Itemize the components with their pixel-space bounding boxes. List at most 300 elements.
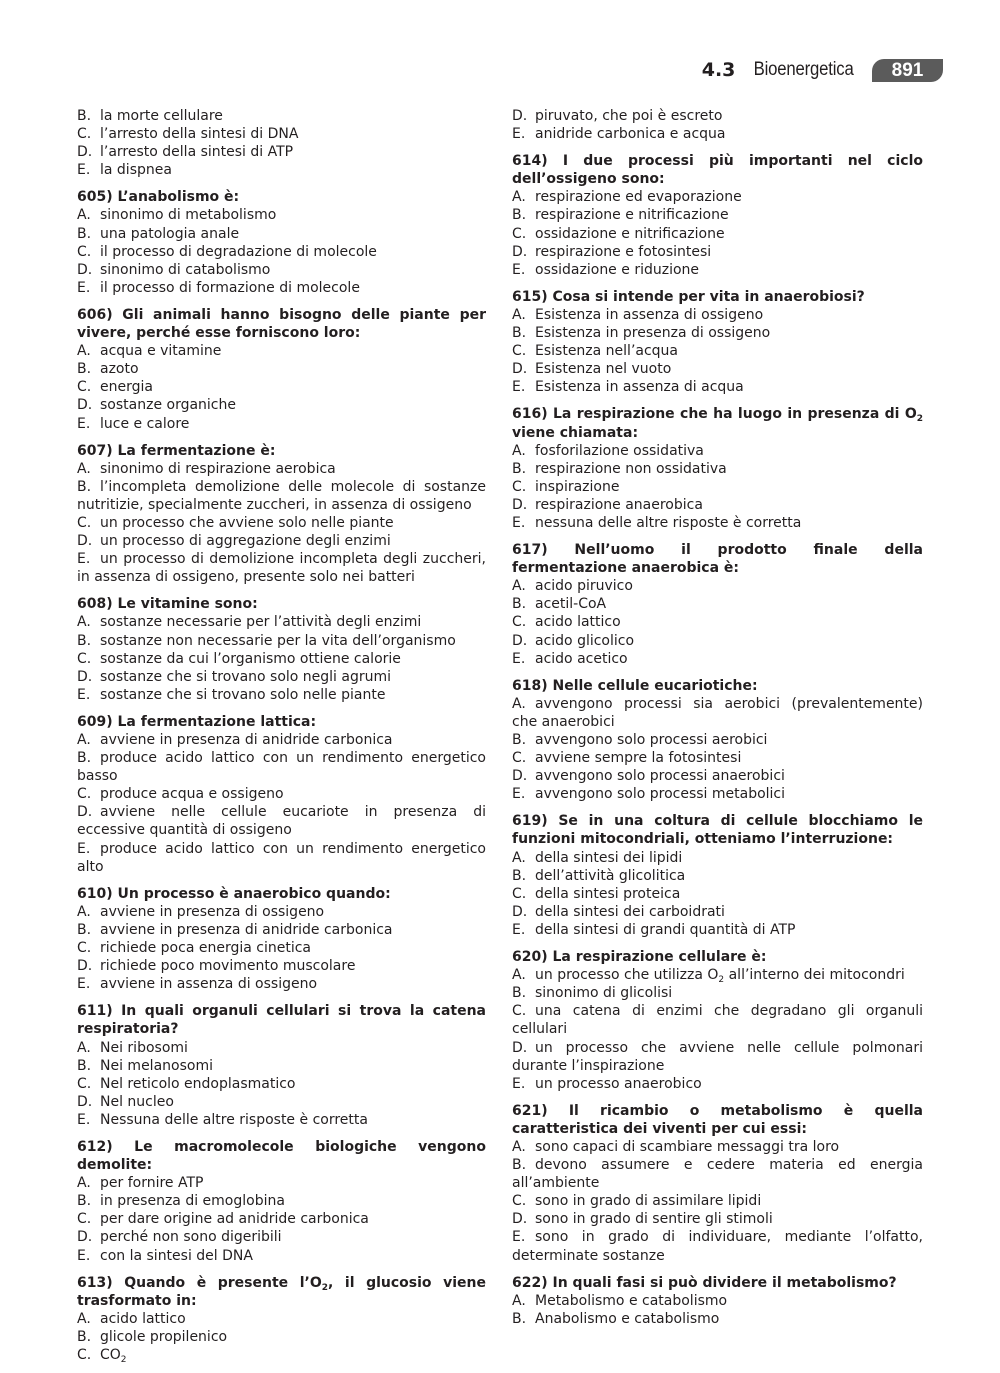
option-text: respirazione e nitrificazione: [535, 207, 729, 224]
option-letter: C.: [512, 1193, 527, 1210]
option-letter: C.: [512, 343, 527, 360]
option-letter: B.: [512, 460, 527, 477]
subscript: 2: [321, 1282, 329, 1293]
option-letter: A.: [512, 442, 526, 459]
option-letter: D.: [77, 668, 93, 685]
option-letter: A.: [512, 578, 526, 595]
option-letter: E.: [77, 840, 91, 857]
answer-option: [77, 225, 486, 243]
option-letter: B.: [77, 225, 92, 242]
option-text: respirazione e fotosintesi: [535, 243, 712, 260]
option-text: energia: [100, 379, 153, 396]
question-text: 613) Quando è presente l’O: [77, 1274, 322, 1291]
option-text: Esistenza in assenza di acqua: [535, 379, 744, 396]
option-text: acetil-CoA: [535, 596, 607, 613]
answer-option: [77, 1228, 486, 1246]
option-text: sono in grado di individuare, mediante l’olfatto, determinate sostanze: [512, 1229, 923, 1264]
question-block: [77, 306, 486, 433]
option-text: sostanze da cui l’organismo ottiene calorie: [100, 650, 401, 667]
option-text: Metabolismo e catabolismo: [535, 1292, 728, 1309]
answer-option: [512, 1075, 923, 1093]
answer-option: [77, 378, 486, 396]
option-letter: C.: [512, 750, 527, 767]
answer-option: [77, 1057, 486, 1075]
option-text: sostanze non necessarie per la vita dell’organismo: [100, 632, 456, 649]
option-text: sono capaci di scambiare messaggi tra loro: [535, 1138, 840, 1155]
answer-option: [77, 261, 486, 279]
option-letter: E.: [512, 126, 526, 143]
question-text: [512, 1274, 923, 1292]
question-text: 620) La respirazione cellulare è:: [512, 949, 767, 966]
question-block: [77, 442, 486, 587]
option-text: il processo di formazione di molecole: [100, 279, 360, 296]
option-text: sinonimo di glicolisi: [535, 985, 673, 1002]
option-text: piruvato, che poi è escreto: [535, 108, 723, 124]
option-letter: B.: [512, 732, 527, 748]
answer-option: [77, 939, 486, 957]
answer-option: [77, 613, 486, 631]
option-text: respirazione non ossidativa: [535, 460, 727, 477]
option-text: Anabolismo e catabolismo: [535, 1310, 720, 1327]
option-text: Esistenza nell’acqua: [535, 343, 679, 360]
option-text: Nei ribosomi: [100, 1039, 188, 1056]
option-text: in presenza di emoglobina: [100, 1193, 285, 1210]
option-letter: D.: [512, 1039, 528, 1056]
option-letter: E.: [77, 279, 91, 296]
option-text: un processo che avviene solo nelle piante: [100, 514, 394, 531]
option-letter: D.: [77, 397, 93, 414]
answer-option: [512, 378, 923, 396]
option-text: all’interno dei mitocondri: [724, 967, 905, 984]
answer-option: [77, 650, 486, 668]
question-text: [512, 288, 923, 306]
question-text: [512, 152, 923, 188]
question-block: [77, 595, 486, 704]
question-text: [77, 1274, 486, 1310]
option-text: acido lattico: [535, 614, 621, 631]
option-text: Nei melanosomi: [100, 1057, 213, 1074]
answer-option: [512, 613, 923, 631]
option-letter: A.: [512, 1292, 526, 1309]
question-text: [512, 405, 923, 441]
option-text: sono in grado di assimilare lipidi: [535, 1193, 762, 1210]
option-text: respirazione anaerobica: [535, 496, 703, 513]
option-text: la dispnea: [100, 162, 172, 179]
answer-option: [77, 514, 486, 532]
question-text: [512, 1102, 923, 1138]
answer-option: [512, 324, 923, 342]
option-text: con la sintesi del DNA: [100, 1247, 253, 1264]
question-text: 611) In quali organuli cellulari si trova la catena respiratoria?: [77, 1003, 486, 1038]
option-text: l’arresto della sintesi di ATP: [100, 144, 294, 161]
option-letter: E.: [512, 1229, 526, 1246]
option-text: acqua e vitamine: [100, 343, 222, 360]
option-text: per dare origine ad anidride carbonica: [100, 1211, 369, 1228]
option-text: Nel nucleo: [100, 1093, 174, 1110]
question-text: , il glucosio viene trasformato in:: [77, 1274, 487, 1309]
option-text: produce acido lattico con un rendimento energetico alto: [77, 840, 486, 875]
option-letter: D.: [512, 108, 528, 124]
option-letter: E.: [77, 551, 91, 568]
answer-option: [512, 1292, 923, 1310]
option-text: il processo di degradazione di molecole: [100, 243, 377, 260]
answer-option: [77, 1247, 486, 1265]
option-letter: A.: [512, 695, 526, 712]
answer-option: [512, 206, 923, 224]
question-text: 614) I due processi più importanti nel ciclo dell’ossigeno sono:: [512, 153, 923, 188]
option-text: un processo di aggregazione degli enzimi: [100, 533, 391, 550]
question-text: 607) La fermentazione è:: [77, 442, 276, 459]
question-text: [512, 812, 923, 848]
option-letter: C.: [77, 126, 92, 143]
option-letter: B.: [512, 207, 527, 224]
option-letter: A.: [512, 849, 526, 866]
option-letter: B.: [512, 985, 527, 1002]
option-text: glicole propilenico: [100, 1328, 228, 1345]
option-letter: D.: [512, 632, 528, 649]
option-letter: B.: [77, 921, 92, 938]
section-title: Bioenergetica: [754, 59, 854, 80]
answer-option: [512, 225, 923, 243]
answer-option: [77, 1039, 486, 1057]
option-letter: A.: [77, 903, 91, 920]
answer-option: [77, 840, 486, 876]
question-block: [77, 885, 486, 994]
option-text: devono assumere e cedere materia ed energia all’ambiente: [512, 1157, 923, 1192]
answer-option: [77, 632, 486, 650]
answer-option: [512, 966, 923, 984]
subscript: 2: [120, 1355, 127, 1365]
question-block: [77, 1138, 486, 1265]
question-block: [77, 1002, 486, 1129]
option-text: avviene in presenza di ossigeno: [100, 903, 325, 920]
answer-option: [512, 867, 923, 885]
answer-option: [512, 1192, 923, 1210]
option-text: sinonimo di respirazione aerobica: [100, 460, 336, 477]
option-letter: E.: [512, 514, 526, 531]
option-letter: B.: [512, 325, 527, 342]
option-text: perché non sono digeribili: [100, 1229, 282, 1246]
answer-option: [512, 767, 923, 785]
option-text: avviene sempre la fotosintesi: [535, 750, 742, 767]
option-text: avvengono solo processi aerobici: [535, 732, 768, 748]
answer-option: [512, 1002, 923, 1038]
option-text: la morte cellulare: [100, 108, 223, 124]
question-text: 609) La fermentazione lattica:: [77, 713, 317, 730]
option-letter: B.: [77, 361, 92, 378]
answer-option: [77, 107, 486, 125]
answer-option: [512, 342, 923, 360]
question-text: [512, 541, 923, 577]
answer-option: [512, 478, 923, 496]
answer-option: [77, 686, 486, 704]
option-letter: C.: [512, 478, 527, 495]
option-letter: D.: [77, 144, 93, 161]
option-text: Esistenza in assenza di ossigeno: [535, 306, 764, 323]
option-letter: C.: [77, 786, 92, 803]
answer-option: [512, 442, 923, 460]
subscript: 2: [916, 414, 923, 425]
option-letter: E.: [77, 415, 91, 432]
option-text: un processo anaerobico: [535, 1075, 702, 1092]
option-text: sono in grado di sentire gli stimoli: [535, 1211, 773, 1228]
answer-option: [77, 1310, 486, 1328]
option-text: respirazione ed evaporazione: [535, 189, 742, 206]
option-text: richiede poco movimento muscolare: [100, 958, 356, 975]
section-number: 4.3: [701, 59, 736, 81]
option-letter: E.: [512, 1075, 526, 1092]
option-letter: A.: [77, 1175, 91, 1192]
answer-option: [77, 1328, 486, 1346]
answer-option: [77, 279, 486, 297]
option-text: inspirazione: [535, 478, 620, 495]
option-text: sinonimo di metabolismo: [100, 207, 277, 224]
option-text: Nel reticolo endoplasmatico: [100, 1075, 296, 1092]
option-letter: C.: [77, 650, 92, 667]
question-block: [77, 188, 486, 297]
option-text: sostanze che si trovano solo nelle piante: [100, 686, 386, 703]
option-letter: B.: [77, 1193, 92, 1210]
option-text: un processo che avviene nelle cellule polmonari durante l’inspirazione: [512, 1039, 923, 1074]
option-letter: A.: [77, 1039, 91, 1056]
answer-option: [77, 206, 486, 224]
option-letter: A.: [77, 1310, 91, 1327]
option-letter: C.: [77, 243, 92, 260]
option-text: un processo di demolizione incompleta degli zuccheri, in assenza di ossigeno, presente solo nei batteri: [77, 551, 486, 586]
answer-option: [77, 1346, 486, 1364]
option-text: sinonimo di catabolismo: [100, 261, 271, 278]
option-letter: E.: [77, 162, 91, 179]
question-block: [77, 713, 486, 876]
answer-option: [77, 342, 486, 360]
question-text: [77, 306, 486, 342]
question-text: [77, 713, 486, 731]
question-block: [512, 1274, 923, 1328]
option-text: luce e calore: [100, 415, 190, 432]
option-letter: D.: [512, 768, 528, 785]
option-letter: D.: [77, 1093, 93, 1110]
answer-option: [77, 957, 486, 975]
answer-option: [77, 731, 486, 749]
answer-option: [512, 903, 923, 921]
option-letter: B.: [512, 1310, 527, 1327]
subscript: 2: [718, 975, 725, 986]
option-letter: C.: [512, 885, 527, 902]
option-letter: C.: [77, 1075, 92, 1092]
option-text: l’incompleta demolizione delle molecole di sostanze nutritizie, specialmente zuccheri, in assenza di ossigeno: [77, 478, 486, 513]
option-text: acido lattico: [100, 1310, 186, 1327]
answer-option: [512, 849, 923, 867]
answer-option: [77, 460, 486, 478]
option-letter: A.: [512, 967, 526, 984]
option-text: nessuna delle altre risposte è corretta: [535, 514, 802, 531]
answer-option: [512, 188, 923, 206]
answer-option: [512, 695, 923, 731]
question-text: 621) Il ricambio o metabolismo è quella caratteristica dei viventi per cui essi:: [512, 1102, 923, 1137]
option-text: ossidazione e riduzione: [535, 261, 700, 278]
option-text: una patologia anale: [100, 225, 240, 242]
option-text: acido glicolico: [535, 632, 635, 649]
option-text: della sintesi proteica: [535, 885, 681, 902]
option-text: produce acido lattico con un rendimento energetico basso: [77, 750, 486, 785]
option-text: avviene in presenza di anidride carbonica: [100, 921, 393, 938]
option-letter: A.: [512, 1138, 526, 1155]
answer-option: [512, 785, 923, 803]
question-block: [512, 1102, 923, 1265]
question-text: [77, 1138, 486, 1174]
option-text: sostanze che si trovano solo negli agrumi: [100, 668, 392, 685]
option-letter: B.: [512, 596, 527, 613]
answer-option: [77, 1192, 486, 1210]
option-text: una catena di enzimi che degradano gli organuli cellulari: [512, 1003, 923, 1038]
answer-option: [512, 125, 923, 143]
question-text: 617) Nell’uomo il prodotto finale della fermentazione anaerobica è:: [512, 542, 923, 577]
answer-option: [77, 1210, 486, 1228]
option-letter: D.: [512, 361, 528, 378]
option-text: anidride carbonica e acqua: [535, 126, 726, 143]
option-text: ossidazione e nitrificazione: [535, 225, 725, 242]
answer-option: [512, 650, 923, 668]
option-letter: D.: [512, 1211, 528, 1228]
answer-option: [77, 143, 486, 161]
page-header: [702, 57, 943, 83]
option-text: Esistenza nel vuoto: [535, 361, 672, 378]
option-letter: E.: [512, 921, 526, 938]
option-text: produce acqua e ossigeno: [100, 786, 284, 803]
option-text: Nessuna delle altre risposte è corretta: [100, 1111, 368, 1128]
question-text: [77, 442, 486, 460]
option-letter: D.: [77, 804, 93, 821]
answer-option: [77, 1093, 486, 1111]
option-text: l’arresto della sintesi di DNA: [100, 126, 299, 143]
left-column: [77, 107, 486, 1373]
option-letter: B.: [77, 1328, 92, 1345]
answer-option: [512, 731, 923, 749]
answer-option: [512, 460, 923, 478]
option-letter: E.: [512, 261, 526, 278]
option-letter: E.: [512, 786, 526, 803]
answer-option: [512, 1138, 923, 1156]
answer-option: [512, 243, 923, 261]
option-letter: A.: [77, 460, 91, 477]
answer-option: [77, 161, 486, 179]
option-text: acido acetico: [535, 650, 628, 667]
answer-option: [512, 306, 923, 324]
option-letter: A.: [77, 207, 91, 224]
answer-option: [512, 1156, 923, 1192]
question-text: [77, 188, 486, 206]
question-text: [512, 948, 923, 966]
option-letter: B.: [77, 1057, 92, 1074]
question-text: 605) L’anabolismo è:: [77, 189, 240, 206]
option-letter: A.: [512, 189, 526, 206]
right-column: [512, 107, 923, 1337]
question-text: 610) Un processo è anaerobico quando:: [77, 885, 391, 902]
question-text: 606) Gli animali hanno bisogno delle piante per vivere, perché esse forniscono loro:: [77, 306, 486, 342]
option-letter: D.: [512, 903, 528, 920]
answer-option: [512, 577, 923, 595]
answer-option: [77, 396, 486, 414]
option-letter: C.: [77, 1211, 92, 1228]
answer-option: [512, 885, 923, 903]
question-text: 612) Le macromolecole biologiche vengono demolite:: [77, 1138, 486, 1174]
option-letter: E.: [77, 1111, 91, 1128]
option-letter: D.: [77, 533, 93, 550]
option-letter: E.: [512, 379, 526, 396]
answer-option: [512, 1210, 923, 1228]
answer-option: [512, 107, 923, 125]
option-text: della sintesi dei lipidi: [535, 849, 683, 866]
option-letter: C.: [77, 1347, 92, 1363]
answer-option: [512, 632, 923, 650]
option-text: avviene nelle cellule eucariote in presenza di eccessive quantità di ossigeno: [77, 804, 486, 839]
option-text: avvengono solo processi metabolici: [535, 786, 786, 803]
answer-option: [512, 261, 923, 279]
answer-option: [77, 360, 486, 378]
answer-option: [77, 803, 486, 839]
option-letter: B.: [512, 867, 527, 884]
question-block: [512, 948, 923, 1093]
answer-option: [512, 984, 923, 1002]
option-letter: E.: [77, 686, 91, 703]
option-text: avvengono solo processi anaerobici: [535, 768, 785, 785]
option-letter: B.: [77, 478, 92, 495]
option-text: sostanze necessarie per l’attività degli enzimi: [100, 614, 422, 631]
option-letter: C.: [512, 225, 527, 242]
option-text: acido piruvico: [535, 578, 633, 595]
page-number-badge: 891: [872, 59, 943, 82]
option-letter: D.: [512, 496, 528, 513]
answer-option: [512, 921, 923, 939]
answer-option: [512, 1039, 923, 1075]
option-letter: C.: [77, 379, 92, 396]
option-letter: E.: [512, 650, 526, 667]
answer-option: [512, 514, 923, 532]
option-text: dell’attività glicolitica: [535, 867, 686, 884]
option-letter: C.: [512, 1003, 527, 1020]
answer-option: [77, 903, 486, 921]
question-text: [77, 1002, 486, 1038]
option-text: della sintesi dei carboidrati: [535, 903, 725, 920]
answer-option: [77, 532, 486, 550]
answer-option: [77, 785, 486, 803]
question-text: [77, 595, 486, 613]
question-block: [512, 152, 923, 279]
question-text: [77, 885, 486, 903]
option-letter: A.: [77, 614, 91, 631]
question-block: [512, 812, 923, 939]
option-letter: D.: [77, 958, 93, 975]
answer-option: [77, 243, 486, 261]
answer-option: [512, 1310, 923, 1328]
option-text: per fornire ATP: [100, 1175, 204, 1192]
option-letter: B.: [77, 632, 92, 649]
answer-option: [512, 595, 923, 613]
option-letter: D.: [512, 243, 528, 260]
option-letter: D.: [77, 261, 93, 278]
answer-option: [77, 749, 486, 785]
option-letter: B.: [512, 1157, 527, 1174]
option-letter: A.: [77, 343, 91, 360]
option-text: avvengono processi sia aerobici (prevalentemente) che anaerobici: [512, 695, 923, 730]
option-letter: C.: [77, 940, 92, 957]
answer-option: [77, 1174, 486, 1192]
question-text: 622) In quali fasi si può dividere il metabolismo?: [512, 1274, 897, 1291]
answer-option: [512, 496, 923, 514]
option-text: CO: [100, 1347, 121, 1363]
answer-option: [77, 921, 486, 939]
option-text: sostanze organiche: [100, 397, 236, 414]
